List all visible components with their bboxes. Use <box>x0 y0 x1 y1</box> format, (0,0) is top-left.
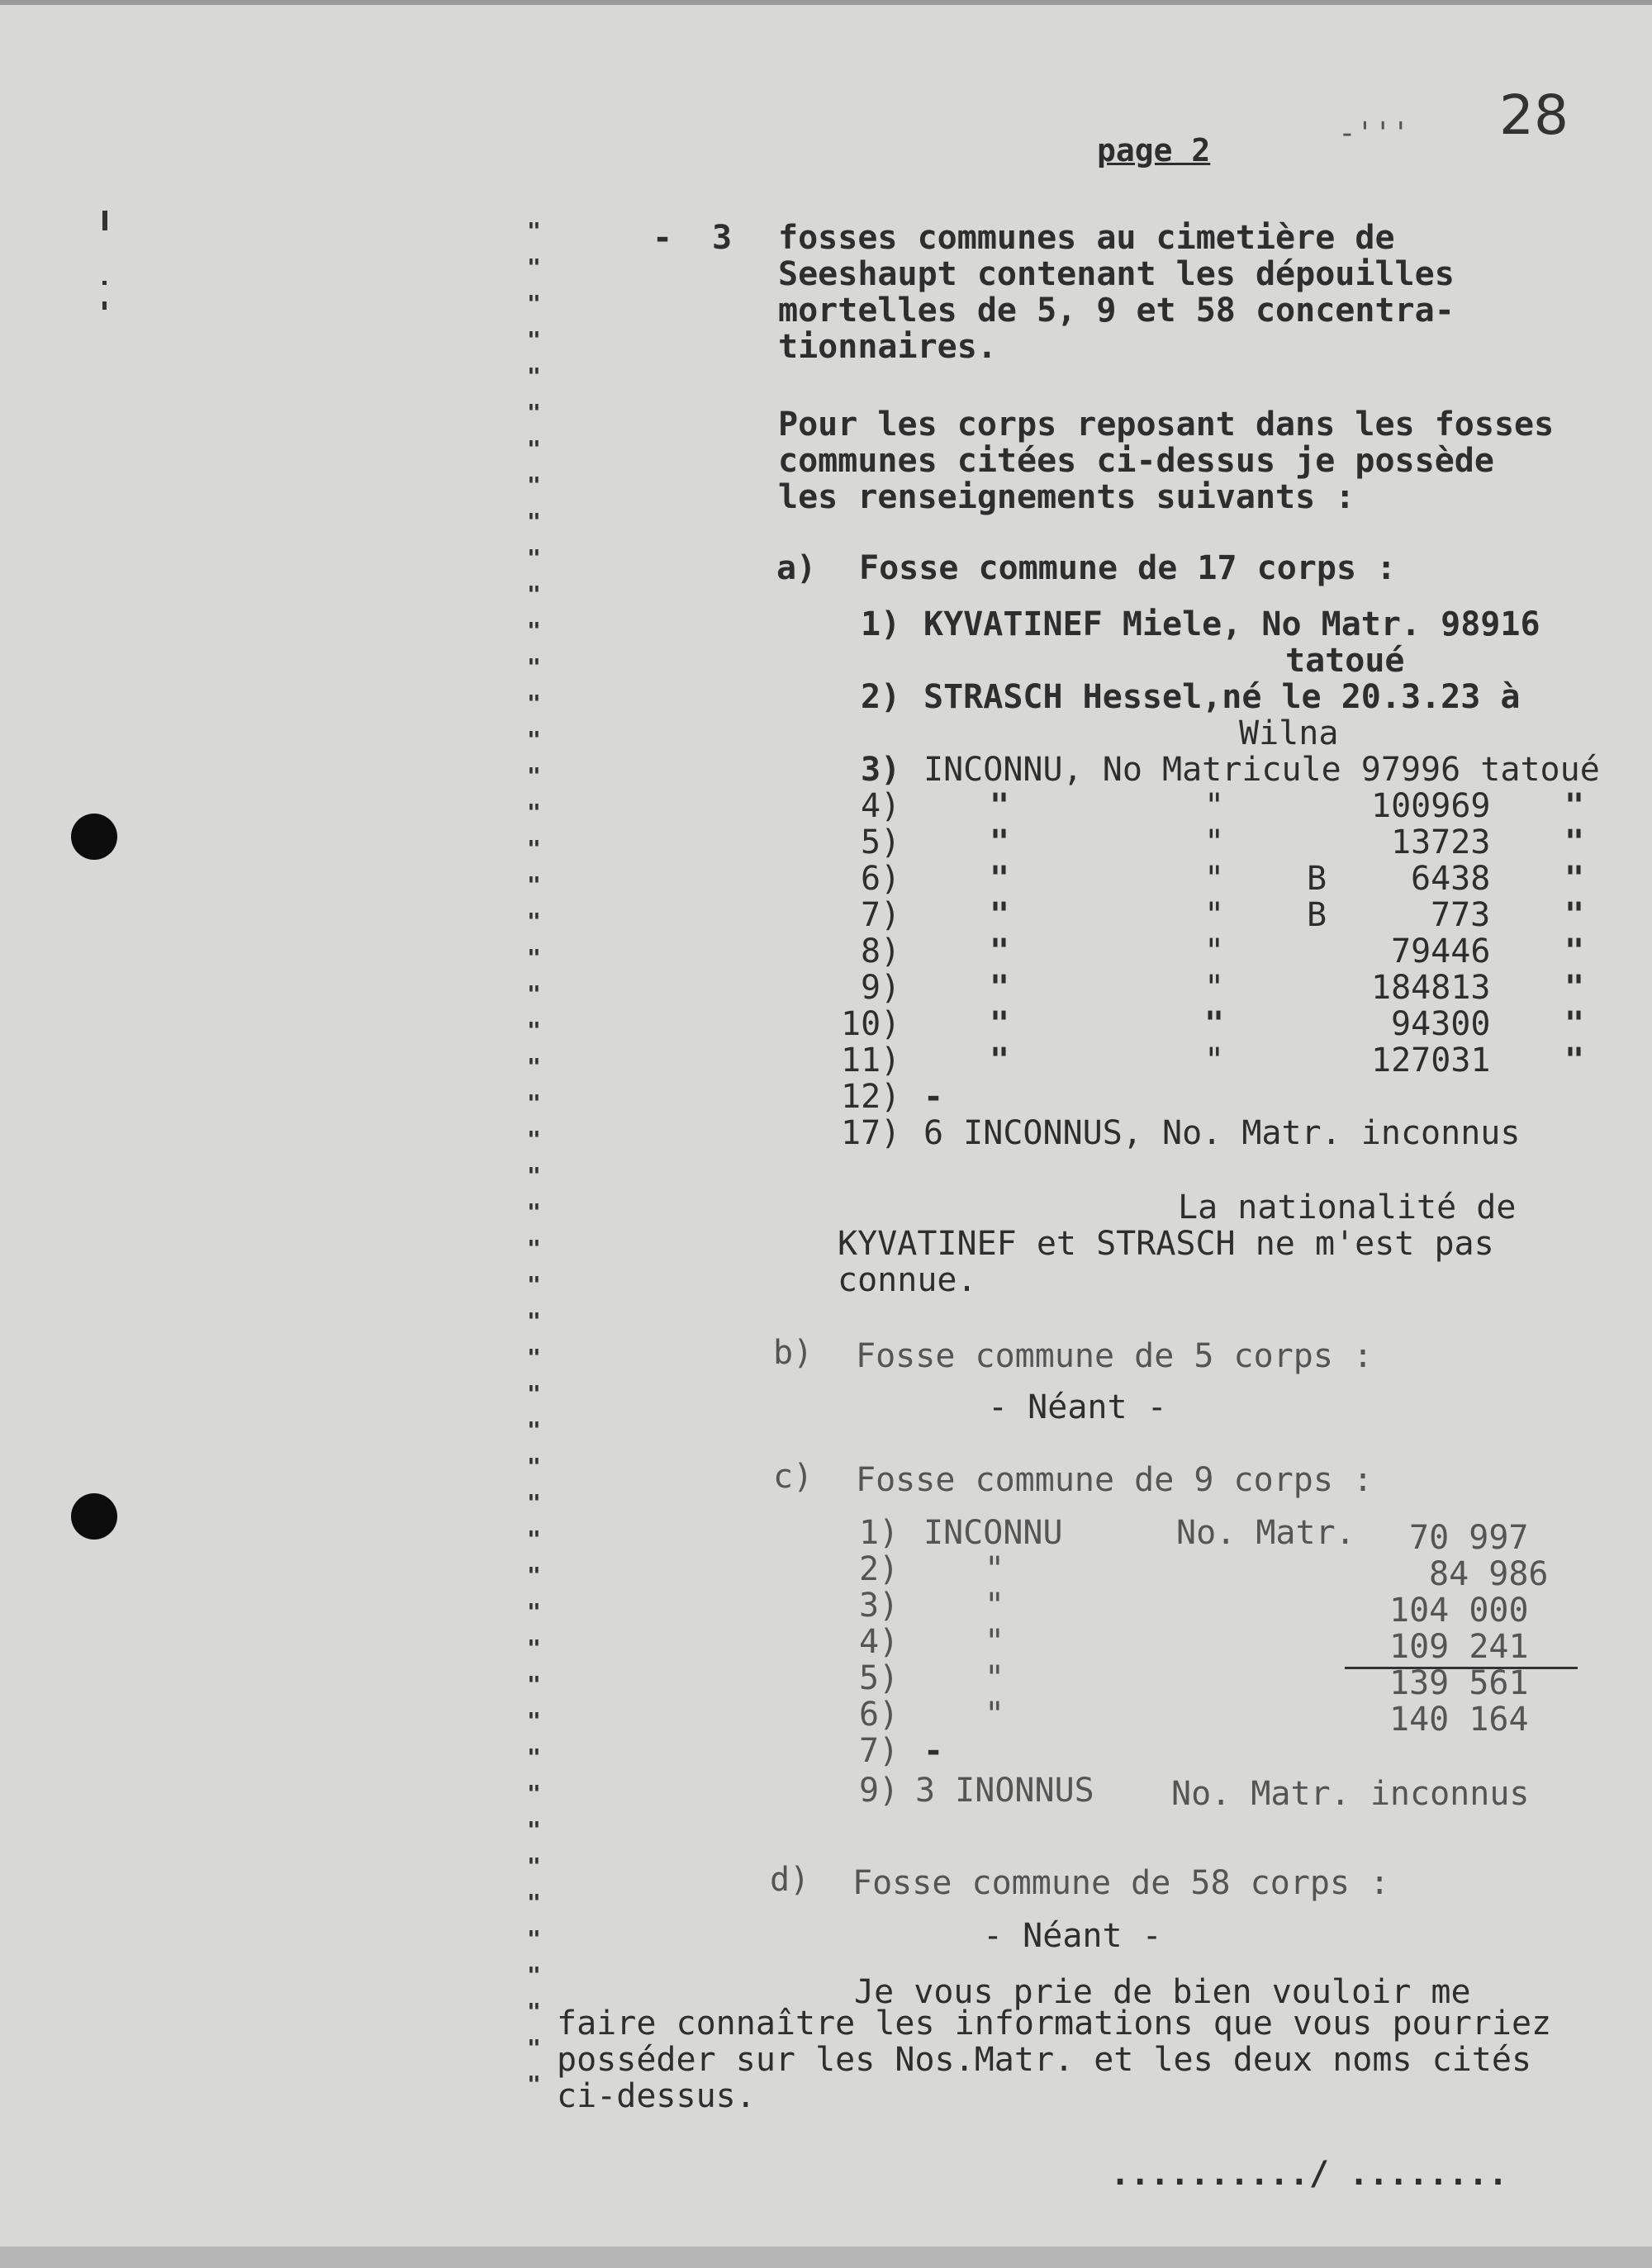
matricule-number: 13723 <box>1391 823 1491 861</box>
section-b-heading: Fosse commune de 5 corps : <box>856 1337 1374 1375</box>
intro-dash: - <box>653 219 673 257</box>
margin-ditto-mark: " <box>527 1416 541 1444</box>
page-label: page 2 <box>1097 132 1211 168</box>
entry-number: 4) <box>859 1623 900 1661</box>
margin-ditto-mark: " <box>527 435 541 463</box>
matricule-number: 70 997 <box>1409 1519 1529 1557</box>
entry-number: 3) <box>861 751 901 789</box>
ditto-mark: " <box>1204 1041 1225 1079</box>
margin-ditto-mark: " <box>527 326 541 353</box>
margin-ditto-mark: " <box>527 1744 541 1771</box>
closing-line: Je vous prie de bien vouloir me <box>854 1973 1471 2011</box>
margin-ditto-mark: " <box>527 944 541 971</box>
entry-number: 9) <box>861 969 901 1007</box>
margin-ditto-mark: " <box>527 908 541 935</box>
entry-number: 9) <box>859 1772 900 1810</box>
margin-ditto-mark: " <box>527 508 541 535</box>
entry-number: 8) <box>861 932 901 970</box>
section-a-letter: a) <box>776 549 817 587</box>
closing-line: posséder sur les Nos.Matr. et les deux noms cités <box>557 2041 1532 2079</box>
ditto-mark: " <box>1564 896 1585 934</box>
entry-number: 2) <box>861 678 901 716</box>
entry-text: STRASCH Hessel,né le 20.3.23 à <box>923 678 1521 716</box>
ditto-mark: " <box>1204 823 1225 861</box>
margin-ditto-mark: " <box>527 1089 541 1117</box>
paragraph-line: les renseignements suivants : <box>778 478 1355 516</box>
margin-ditto-mark: " <box>527 653 541 681</box>
entry-text: Wilna <box>1239 714 1339 752</box>
margin-ditto-mark: " <box>527 1671 541 1698</box>
matricule-prefix: B <box>1307 896 1327 934</box>
entry-name: INCONNU <box>923 1514 1063 1552</box>
margin-ditto-mark: " <box>527 980 541 1008</box>
nationality-line: KYVATINEF et STRASCH ne m'est pas <box>838 1225 1494 1263</box>
margin-ditto-mark: " <box>527 1707 541 1734</box>
entry-number: 4) <box>861 787 901 825</box>
matricule-number: 79446 <box>1391 932 1491 970</box>
entry-name: - <box>923 1732 944 1770</box>
intro-number: 3 <box>712 219 733 257</box>
ditto-mark: " <box>1564 1041 1585 1079</box>
margin-ditto-mark: " <box>527 762 541 790</box>
margin-ditto-mark: " <box>527 399 541 426</box>
entry-number: 12) <box>841 1078 901 1116</box>
entry-label: No. Matr. inconnus <box>1171 1775 1530 1813</box>
nationality-line: connue. <box>838 1261 977 1299</box>
margin-ditto-mark: " <box>527 1053 541 1080</box>
entry-text: KYVATINEF Miele, No Matr. 98916 <box>923 605 1540 643</box>
ditto-mark: " <box>990 823 1010 861</box>
margin-ditto-mark: " <box>527 1962 541 1989</box>
section-d-heading: Fosse commune de 58 corps : <box>852 1864 1390 1902</box>
margin-ditto-mark: " <box>527 581 541 608</box>
margin-ditto-mark: " <box>527 690 541 717</box>
margin-ditto-mark: " <box>527 1307 541 1335</box>
margin-ditto-mark: " <box>527 1380 541 1407</box>
entry-number: 1) <box>861 605 901 643</box>
ditto-mark: " <box>1204 860 1225 898</box>
margin-ditto-mark: " <box>527 1562 541 1589</box>
margin-tick <box>102 211 107 230</box>
paragraph-line: communes citées ci-dessus je possède <box>778 442 1494 480</box>
margin-ditto-mark: " <box>527 617 541 644</box>
paragraph-line: Pour les corps reposant dans les fosses <box>778 406 1555 444</box>
entry-number: 6) <box>859 1696 900 1734</box>
continuation-mark: ........../ ........ <box>1110 2155 1508 2193</box>
margin-ditto-mark: " <box>527 1235 541 1262</box>
entry-number: 11) <box>841 1041 901 1079</box>
entry-number: 17) <box>841 1114 901 1152</box>
intro-line: tionnaires. <box>778 328 997 366</box>
matricule-number: 100969 <box>1371 787 1491 825</box>
margin-ditto-mark: " <box>527 472 541 499</box>
margin-ditto-mark: " <box>527 254 541 281</box>
ditto-mark: " <box>1204 1005 1225 1043</box>
matricule-number: 6438 <box>1411 860 1491 898</box>
margin-ditto-mark: " <box>527 290 541 317</box>
margin-ditto-mark: " <box>527 217 541 244</box>
margin-ditto-mark: " <box>527 1816 541 1843</box>
entry-number: 3) <box>859 1587 900 1625</box>
entry-name: 3 INONNUS <box>915 1772 1094 1810</box>
margin-ditto-mark: " <box>527 363 541 390</box>
closing-line: faire connaître les informations que vous pourriez <box>557 2005 1552 2043</box>
ditto-mark: " <box>1564 932 1585 970</box>
margin-tick <box>102 301 107 310</box>
matricule-number: 773 <box>1431 896 1491 934</box>
matricule-number: 109 241 <box>1389 1628 1529 1666</box>
margin-ditto-mark: " <box>527 871 541 899</box>
ditto-mark: " <box>990 969 1010 1007</box>
entry-number: 5) <box>859 1659 900 1697</box>
entry-number: 5) <box>861 823 901 861</box>
closing-line: ci-dessus. <box>557 2077 756 2115</box>
ditto-mark: " <box>990 1005 1010 1043</box>
matricule-number: 104 000 <box>1389 1592 1529 1630</box>
entry-name: " <box>985 1623 1005 1661</box>
margin-ditto-mark: " <box>527 2071 541 2098</box>
margin-ditto-mark: " <box>527 1198 541 1226</box>
ditto-mark: " <box>1204 969 1225 1007</box>
entry-name: " <box>985 1659 1005 1697</box>
matricule-prefix: B <box>1307 860 1327 898</box>
margin-ditto-mark: " <box>527 1635 541 1662</box>
margin-ditto-mark: " <box>527 1889 541 1916</box>
top-edge <box>0 0 1652 5</box>
margin-ditto-mark: " <box>527 1162 541 1189</box>
margin-ditto-mark: " <box>527 1126 541 1153</box>
margin-ditto-mark: " <box>527 544 541 572</box>
matricule-number: 127031 <box>1371 1041 1491 1079</box>
ditto-mark: " <box>1204 932 1225 970</box>
matricule-number: 94300 <box>1391 1005 1491 1043</box>
ditto-mark: " <box>990 1041 1010 1079</box>
margin-tick <box>102 281 107 285</box>
margin-ditto-mark: " <box>527 2034 541 2062</box>
margin-ditto-mark: " <box>527 1525 541 1553</box>
margin-ditto-mark: " <box>527 1780 541 1807</box>
margin-ditto-mark: " <box>527 1489 541 1516</box>
matricule-number: 139 561 <box>1389 1664 1529 1702</box>
matricule-number: 140 164 <box>1389 1701 1529 1739</box>
ditto-mark: " <box>1204 787 1225 825</box>
entry-text: 6 INCONNUS, No. Matr. inconnus <box>923 1114 1521 1152</box>
ditto-mark: " <box>1564 1005 1585 1043</box>
margin-ditto-mark: " <box>527 1271 541 1298</box>
ditto-mark: " <box>990 896 1010 934</box>
margin-ditto-mark: " <box>527 726 541 753</box>
entry-name: " <box>985 1550 1005 1588</box>
ditto-mark: " <box>990 932 1010 970</box>
entry-text: tatoué <box>1285 642 1405 680</box>
page-number: 28 <box>1499 83 1569 147</box>
margin-ditto-mark: " <box>527 1017 541 1044</box>
margin-ditto-mark: " <box>527 1453 541 1480</box>
ditto-mark: " <box>1564 969 1585 1007</box>
ditto-mark: " <box>990 860 1010 898</box>
intro-line: fosses communes au cimetière de <box>778 219 1395 257</box>
bottom-edge <box>0 2247 1652 2268</box>
entry-number: 1) <box>859 1514 900 1552</box>
section-c-heading: Fosse commune de 9 corps : <box>856 1461 1374 1499</box>
section-d-note: - Néant - <box>983 1917 1162 1955</box>
section-b-note: - Néant - <box>988 1388 1167 1426</box>
entry-label: No. Matr. <box>1176 1514 1355 1552</box>
entry-name: " <box>985 1696 1005 1734</box>
ditto-mark: " <box>1204 896 1225 934</box>
ditto-mark: " <box>1564 860 1585 898</box>
margin-ditto-mark: " <box>527 1925 541 1952</box>
margin-ditto-mark: " <box>527 835 541 862</box>
section-b-letter: b) <box>773 1334 814 1372</box>
ditto-mark: " <box>1564 787 1585 825</box>
section-c-letter: c) <box>773 1458 814 1496</box>
intro-line: mortelles de 5, 9 et 58 concentra- <box>778 292 1455 330</box>
ditto-mark: " <box>990 787 1010 825</box>
margin-ditto-mark: " <box>527 1998 541 2025</box>
ditto-mark: " <box>1564 823 1585 861</box>
nationality-line: La nationalité de <box>1178 1189 1517 1227</box>
entry-number: 10) <box>841 1005 901 1043</box>
entry-number: 7) <box>861 896 901 934</box>
entry-number: 7) <box>859 1732 900 1770</box>
margin-ditto-mark: " <box>527 1344 541 1371</box>
entry-number: 6) <box>861 860 901 898</box>
punch-hole-top <box>71 814 117 860</box>
section-a-heading: Fosse commune de 17 corps : <box>859 549 1397 587</box>
entry-number: 2) <box>859 1550 900 1588</box>
entry-text: INCONNU, No Matricule 97996 tatoué <box>923 751 1600 789</box>
margin-ditto-mark: " <box>527 1853 541 1880</box>
entry-text: - <box>923 1078 944 1116</box>
punch-hole-bottom <box>71 1493 117 1540</box>
header-scribble: -''' <box>1338 116 1410 150</box>
margin-ditto-mark: " <box>527 1598 541 1625</box>
margin-ditto-mark: " <box>527 799 541 826</box>
entry-name: " <box>985 1587 1005 1625</box>
matricule-number: 84 986 <box>1429 1555 1549 1593</box>
matricule-number: 184813 <box>1371 969 1491 1007</box>
section-d-letter: d) <box>770 1861 810 1899</box>
intro-line: Seeshaupt contenant les dépouilles <box>778 255 1455 293</box>
